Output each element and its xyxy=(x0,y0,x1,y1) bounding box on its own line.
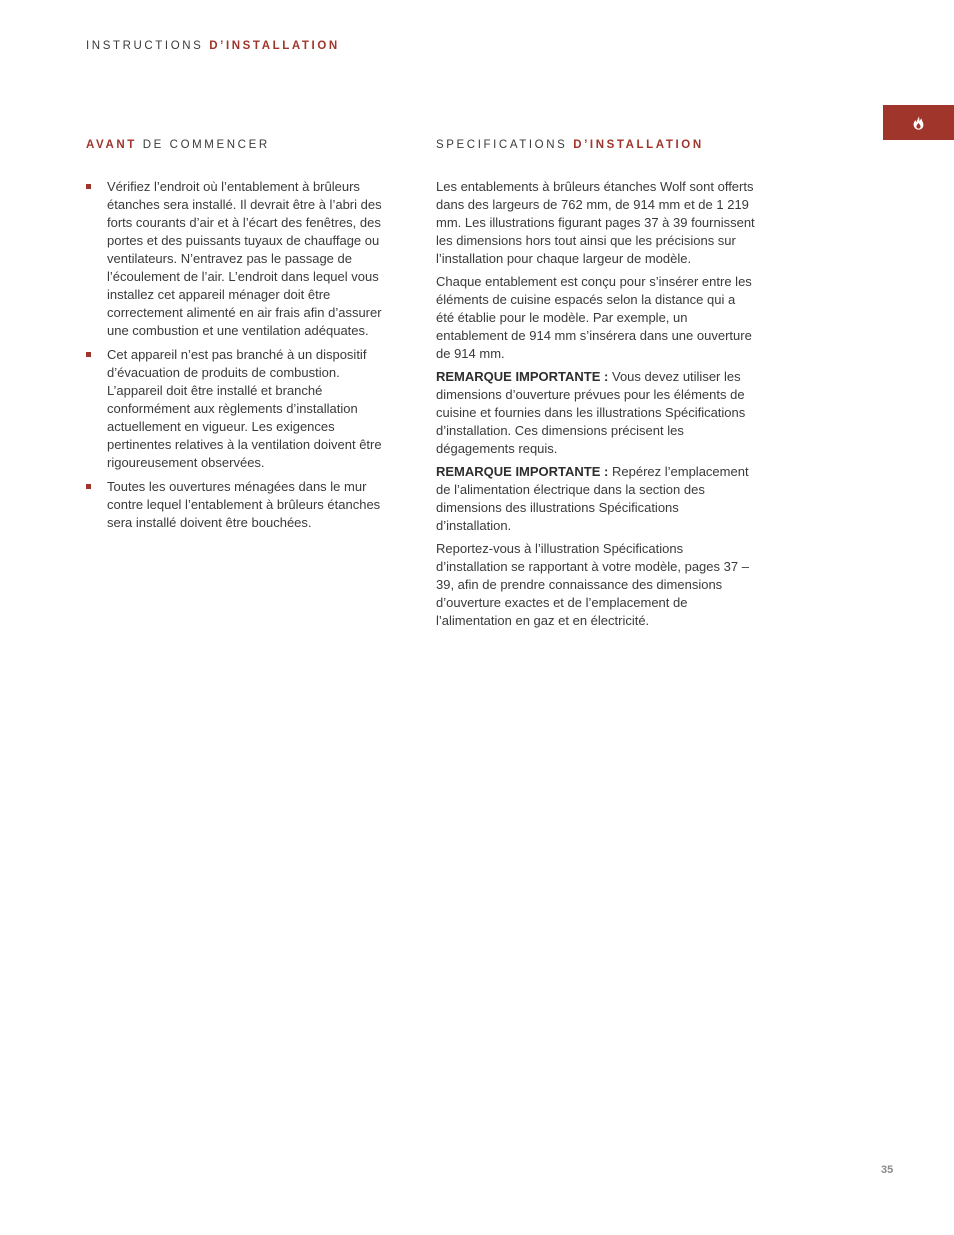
left-heading-accent: AVANT xyxy=(86,139,137,151)
left-heading-rest: DE COMMENCER xyxy=(142,139,270,151)
reference-paragraph: Reportez-vous à l’illustration Spécifications d’installation se rapportant à votre modèle, pages 37 – 39, afin de prendre connaissance des dimensions d’ouverture exactes et de l’emplacement de l’alimentation en gaz et en électricité. xyxy=(436,541,749,628)
important-note-dimensions xyxy=(436,368,756,458)
section-tab xyxy=(883,105,954,140)
running-header xyxy=(86,40,340,52)
list-item-text: Vérifiez l’endroit où l’entablement à brûleurs étanches sera installé. Il devrait être à l’abri des forts courants d’air et à l’écart des fenêtres, des portes et des puissants tuyaux de chauffage ou ventilateurs. N’entravez pas le passage de l’écoulement de l’air. L’endroit dans lequel vous installez cet appareil ménager doit être correctement alimenté en air frais afin d’assurer une combustion et une ventilation adéquates. xyxy=(107,179,382,338)
right-heading-accent: D’INSTALLATION xyxy=(573,139,704,151)
header-accent: D’INSTALLATION xyxy=(209,40,340,52)
list-item-text: Cet appareil n’est pas branché à un dispositif d’évacuation de produits de combustion. L’appareil doit être installé et branché conformément aux règlements d’installation actuellement en vigueur. Les exigences pertinentes relatives à la ventilation doivent être rigoureusement observées. xyxy=(107,347,382,470)
square-bullet-icon xyxy=(86,352,91,357)
square-bullet-icon xyxy=(86,484,91,489)
list-item-text: Toutes les ouvertures ménagées dans le mur contre lequel l’entablement à brûleurs étanches sera installé doivent être bouchées. xyxy=(107,479,381,530)
note-label: REMARQUE IMPORTANTE : xyxy=(436,369,609,384)
important-note-electrical xyxy=(436,463,756,535)
right-section-heading xyxy=(436,139,704,151)
flame-icon xyxy=(913,116,924,130)
square-bullet-icon xyxy=(86,184,91,189)
list-item xyxy=(86,346,398,472)
note-label: REMARQUE IMPORTANTE : xyxy=(436,464,609,479)
list-item xyxy=(86,478,398,532)
widths-paragraph: Les entablements à brûleurs étanches Wolf sont offerts dans des largeurs de 762 mm, de 914 mm et de 1 219 mm. Les illustrations figurant pages 37 à 39 fournissent les dimensions hors tout ainsi que les précisions sur l’installation pour chaque largeur de modèle. xyxy=(436,179,755,266)
fit-paragraph: Chaque entablement est conçu pour s’insérer entre les éléments de cuisine espacés selon la distance qui a été établie pour le modèle. Par exemple, un entablement de 914 mm s’insérera dans une ouverture de 914 mm. xyxy=(436,274,752,361)
checklist xyxy=(86,178,398,532)
right-heading-rest: SPECIFICATIONS xyxy=(436,139,568,151)
list-item xyxy=(86,178,398,340)
header-prefix: INSTRUCTIONS xyxy=(86,40,204,52)
note-text: Vous devez utiliser les dimensions d’ouverture prévues pour les éléments de cuisine et fournies dans les illustrations Spécifications d’installation. Ces dimensions précisent les dégagements requis. xyxy=(436,369,746,456)
right-column xyxy=(436,178,756,635)
note-text: Repérez l’emplacement de l’alimentation électrique dans la section des dimensions des illustrations Spécifications d’installation. xyxy=(436,464,749,533)
page-number: 35 xyxy=(881,1164,894,1176)
left-section-heading xyxy=(86,139,270,151)
left-column xyxy=(86,178,398,538)
